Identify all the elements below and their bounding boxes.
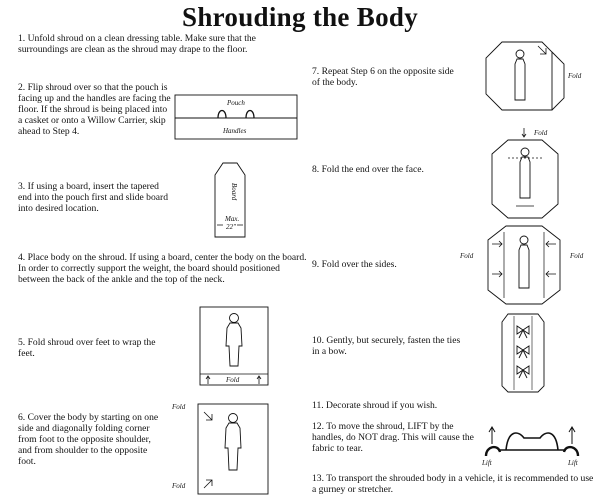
fold-label-7: Fold [568,72,582,80]
fold-top-label: Fold [172,403,186,411]
step-10: 10. Gently, but securely, fasten the ties in a bow. [312,335,461,357]
figure-lift-handles [478,418,588,468]
step-6: 6. Cover the body by starting on one side and diagonally folding corner from foot to the opposite shoulder, and from shoulder to the opposite foot. [18,412,159,467]
page-title: Shrouding the Body [182,2,418,32]
handles-label: Handles [223,127,247,135]
lift-right-label: Lift [568,459,578,467]
step-3: 3. If using a board, insert the tapered end into the pouch first and slide board into desired location. [18,181,169,214]
step-5: 5. Fold shroud over feet to wrap the feet. [18,337,156,359]
lift-left-label: Lift [482,459,492,467]
figure-fold-sides [460,222,592,306]
step-9: 9. Fold over the sides. [312,259,397,270]
step-2: 2. Flip shroud over so that the pouch is facing up and the handles are facing the floor. If the shroud is being placed into a casket or onto a Willow Carrier, skip ahead to Step 4. [18,82,171,137]
fold-bottom-label: Fold [172,482,186,490]
figure-diagonal-fold [170,400,274,498]
max-length-label: 22" [226,223,236,231]
figure-repeat-fold [482,38,586,120]
figure-ties [500,312,546,394]
max-label: Max. [225,215,240,223]
step-7: 7. Repeat Step 6 on the opposite side of the body. [312,66,454,88]
step-13: 13. To transport the shrouded body in a vehicle, it is recommended to use a gurney or stretcher. [312,473,594,495]
figure-fold-face [486,128,578,222]
step-4: 4. Place body on the shroud. If using a board, center the body on the board. In order to correctly support the weight, the board should positioned between the back of the ankle and the top of the neck. [18,252,307,285]
figure-board [213,161,247,239]
board-label: Board [230,183,238,201]
fold-right-label: Fold [570,252,584,260]
figure-fold-feet [199,306,269,386]
figure-pouch-handles [174,94,298,140]
fold-label: Fold [226,376,240,384]
fold-left-label: Fold [460,252,474,260]
step-8: 8. Fold the end over the face. [312,164,424,175]
pouch-label: Pouch [227,99,245,107]
step-11: 11. Decorate shroud if you wish. [312,400,438,411]
step-12: 12. To move the shroud, LIFT by the handles, do NOT drag. This will cause the fabric to tear. [312,421,474,454]
fold-label-8: Fold [534,129,548,137]
step-1: 1. Unfold shroud on a clean dressing table. Make sure that the surroundings are clean as the shroud may drape to the floor. [18,33,256,55]
